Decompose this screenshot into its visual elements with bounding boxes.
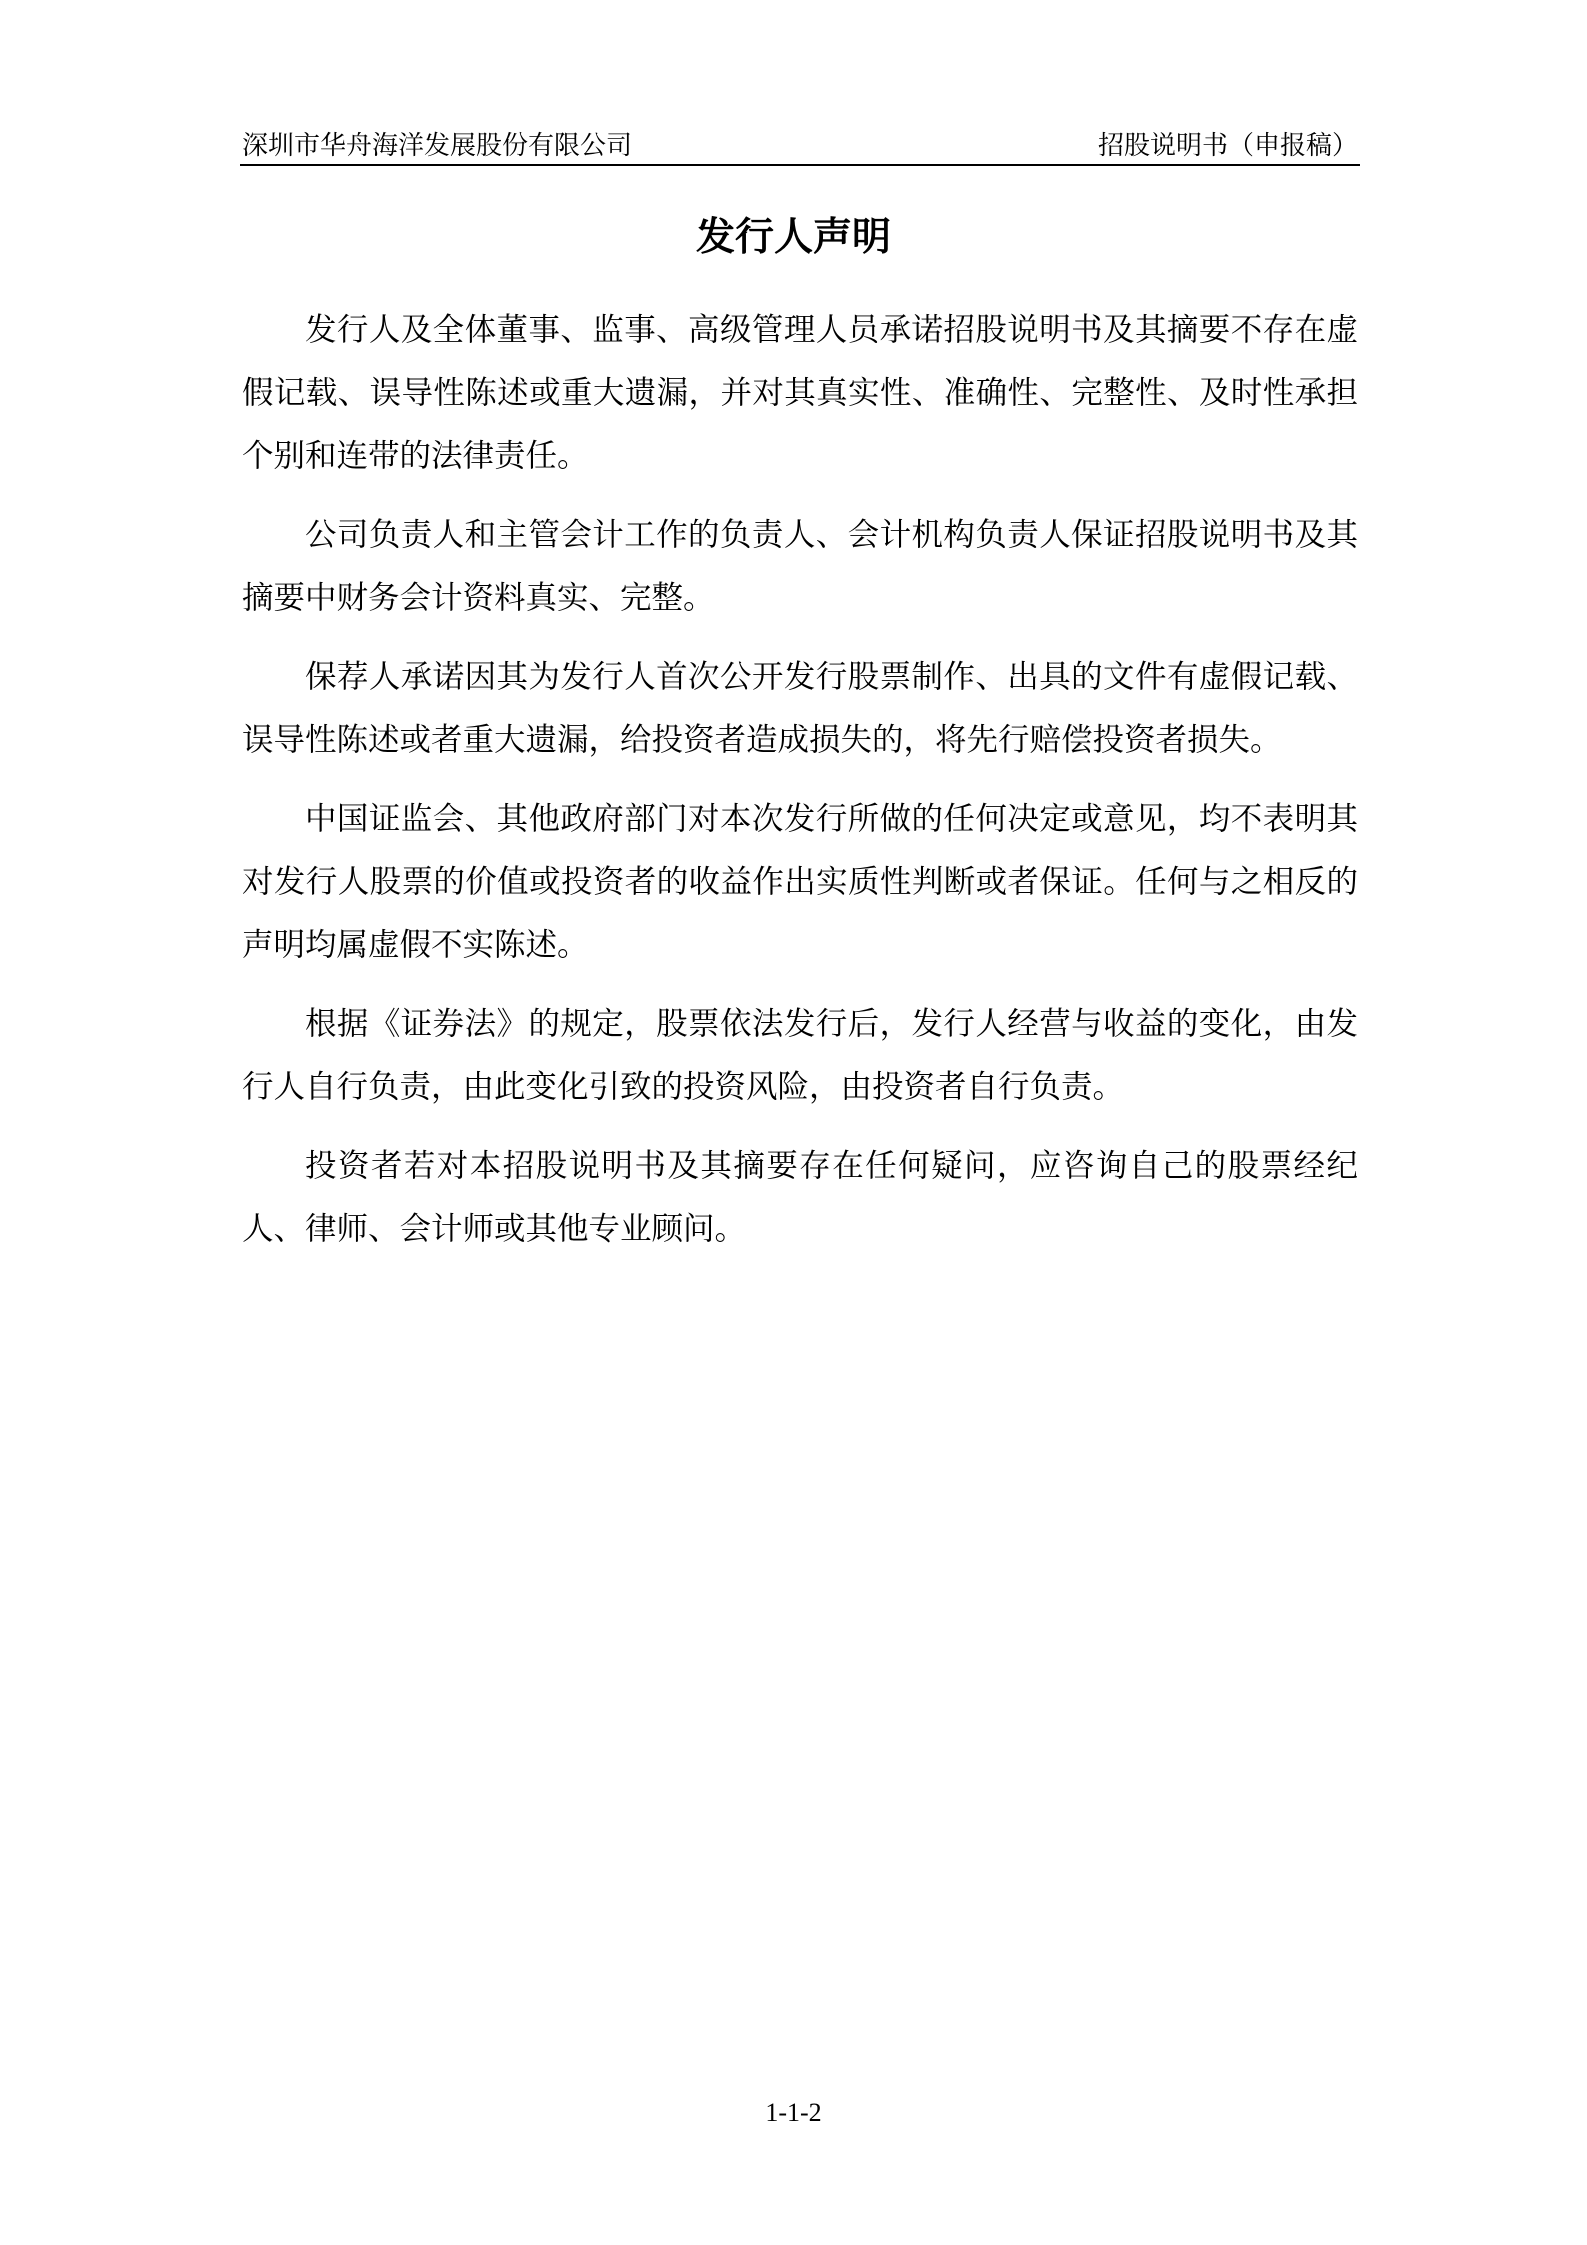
page-header [240,128,1360,166]
page-title: 发行人声明 [695,215,891,260]
header-company: 深圳市华舟海洋发展股份有限公司 [242,131,633,160]
paragraph: 保荐人承诺因其为发行人首次公开发行股票制作、出具的文件有虚假记载、误导性陈述或者重大遗漏，给投资者造成损失的，将先行赔偿投资者损失。 [242,659,1358,757]
paragraph: 公司负责人和主管会计工作的负责人、会计机构负责人保证招股说明书及其摘要中财务会计资料真实、完整。 [242,517,1358,615]
paragraph: 投资者若对本招股说明书及其摘要存在任何疑问，应咨询自己的股票经纪人、律师、会计师或其他专业顾问。 [242,1148,1358,1246]
statement-body [242,298,1358,1276]
paragraph: 发行人及全体董事、监事、高级管理人员承诺招股说明书及其摘要不存在虚假记载、误导性陈述或重大遗漏，并对其真实性、准确性、完整性、及时性承担个别和连带的法律责任。 [242,312,1358,473]
paragraph: 根据《证券法》的规定，股票依法发行后，发行人经营与收益的变化，由发行人自行负责，由此变化引致的投资风险，由投资者自行负责。 [242,1006,1358,1104]
header-doc-type: 招股说明书（申报稿） [1097,131,1358,160]
page-number: 1-1-2 [765,2098,822,2127]
paragraph: 中国证监会、其他政府部门对本次发行所做的任何决定或意见，均不表明其对发行人股票的价值或投资者的收益作出实质性判断或者保证。任何与之相反的声明均属虚假不实陈述。 [242,801,1358,962]
